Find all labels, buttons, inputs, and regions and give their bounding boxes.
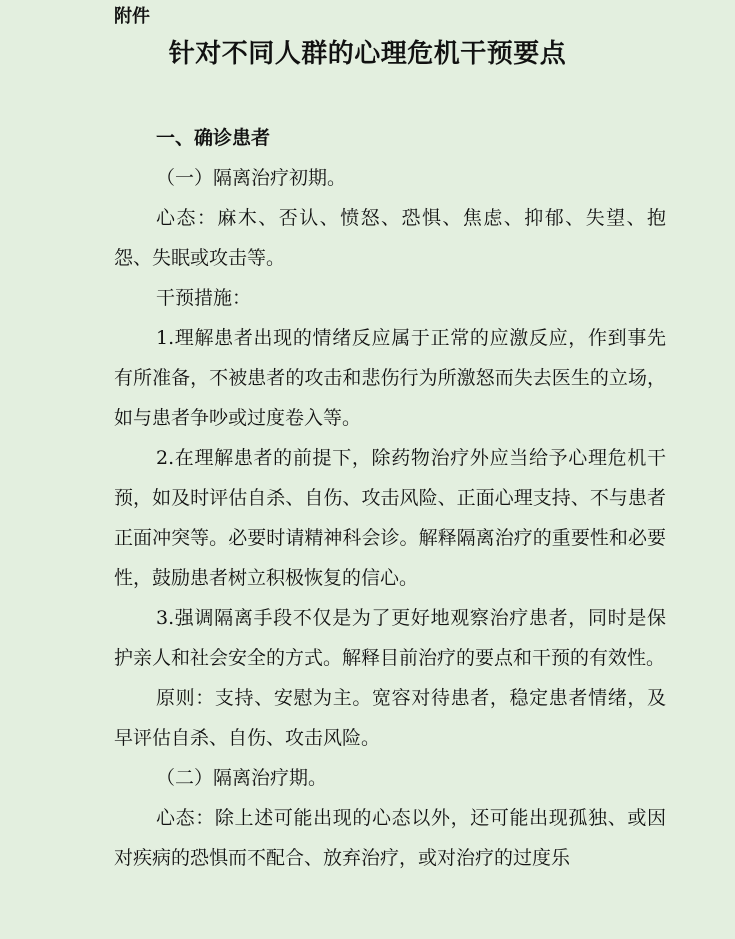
paragraph-mentality-isolation: 心态：除上述可能出现的心态以外，还可能出现孤独、或因对疾病的恐惧而不配合、放弃治疗，或对治疗的过度乐 xyxy=(114,807,666,869)
subsection-heading-initial-isolation: （一）隔离治疗初期。 xyxy=(156,167,347,189)
subsection-heading-isolation-period: （二）隔离治疗期。 xyxy=(156,767,328,789)
paragraph-principle: 原则：支持、安慰为主。宽容对待患者，稳定患者情绪，及早评估自杀、自伤、攻击风险。 xyxy=(114,687,666,749)
document-body xyxy=(114,118,666,878)
paragraph-measure-1: 1.理解患者出现的情绪反应属于正常的应激反应，作到事先有所准备，不被患者的攻击和悲伤行为所激怒而失去医生的立场，如与患者争吵或过度卷入等。 xyxy=(114,327,666,429)
attachment-label: 附件 xyxy=(114,6,150,27)
paragraph-measure-2: 2.在理解患者的前提下，除药物治疗外应当给予心理危机干预，如及时评估自杀、自伤、攻击风险、正面心理支持、不与患者正面冲突等。必要时请精神科会诊。解释隔离治疗的重要性和必要性，鼓励患者树立积极恢复的信心。 xyxy=(114,447,666,589)
paragraph-mentality-initial: 心态：麻木、否认、愤怒、恐惧、焦虑、抑郁、失望、抱怨、失眠或攻击等。 xyxy=(114,207,666,269)
section-heading-confirmed-patients: 一、确诊患者 xyxy=(156,127,271,149)
paragraph-measures-label: 干预措施： xyxy=(156,287,252,309)
paragraph-measure-3: 3.强调隔离手段不仅是为了更好地观察治疗患者，同时是保护亲人和社会安全的方式。解释目前治疗的要点和干预的有效性。 xyxy=(114,607,666,669)
document-title: 针对不同人群的心理危机干预要点 xyxy=(168,39,567,69)
